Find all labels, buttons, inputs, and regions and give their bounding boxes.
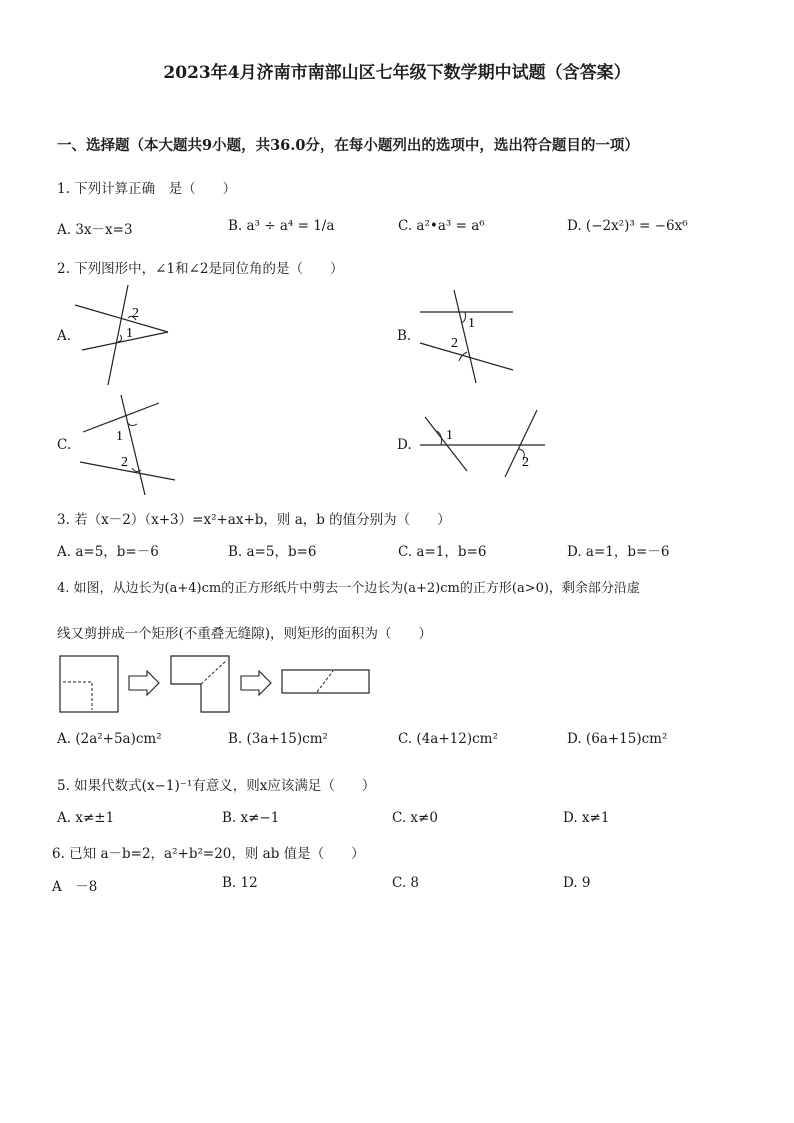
question-3-option-d: D. a=1，b=－6: [567, 544, 670, 560]
section-heading: 一、选择题（本大题共9小题，共36.0分，在每小题列出的选项中，选出符合题目的一项）: [57, 137, 639, 154]
question-5-option-c: C. x≠0: [392, 810, 438, 826]
question-5-option-a: A. x≠±1: [57, 810, 115, 826]
figure-b-label: B.: [397, 328, 412, 344]
figure-b: [415, 285, 520, 385]
question-5-option-b: B. x≠−1: [222, 810, 280, 826]
question-4-figure: [55, 652, 375, 716]
question-2-stem: 2. 下列图形中，∠1和∠2是同位角的是（ ）: [57, 261, 344, 277]
figure-d-label: D.: [397, 437, 412, 453]
question-1-option-b: B. a³ ÷ a⁴ = 1/a: [228, 218, 335, 234]
question-3-option-b: B. a=5，b=6: [228, 544, 317, 560]
figure-a-angle-2: 2: [132, 306, 139, 321]
question-4-option-a: A. (2a²+5a)cm²: [57, 731, 162, 747]
figure-d-angle-2: 2: [522, 455, 529, 470]
figure-a: [70, 280, 180, 390]
question-4-option-b: B. (3a+15)cm²: [228, 731, 328, 747]
question-6-option-d: D. 9: [563, 875, 591, 891]
figure-c: [75, 390, 185, 500]
question-3-stem: 3. 若（x－2）（x+3）=x²+ax+b，则 a，b 的值分别为（ ）: [57, 512, 451, 528]
figure-a-angle-1: 1: [126, 326, 133, 341]
question-6-option-a: A －8: [52, 879, 98, 895]
question-6-option-c: C. 8: [392, 875, 420, 891]
question-6-stem: 6. 已知 a－b=2，a²+b²=20，则 ab 值是（ ）: [52, 846, 365, 862]
question-3-option-c: C. a=1，b=6: [398, 544, 487, 560]
figure-c-angle-2: 2: [121, 455, 128, 470]
figure-d: [415, 405, 550, 485]
question-4-option-d: D. (6a+15)cm²: [567, 731, 668, 747]
question-1-option-a: A. 3x－x=3: [57, 222, 133, 238]
figure-d-angle-1: 1: [446, 428, 453, 443]
question-1-option-c: C. a²•a³ = a⁶: [398, 218, 485, 234]
question-4-stem-line-1: 4. 如图，从边长为(a+4)cm的正方形纸片中剪去一个边长为(a+2)cm的正方形(a>0)，剩余部分沿虚: [57, 581, 640, 596]
figure-b-angle-1: 1: [468, 316, 475, 331]
question-6-option-b: B. 12: [222, 875, 258, 891]
question-3-option-a: A. a=5，b=－6: [57, 544, 159, 560]
question-5-option-d: D. x≠1: [563, 810, 610, 826]
figure-b-angle-2: 2: [451, 336, 458, 351]
question-5-stem: 5. 如果代数式(x−1)⁻¹有意义，则x应该满足（ ）: [57, 778, 376, 794]
question-1-stem: 1. 下列计算正确 是（ ）: [57, 181, 237, 197]
figure-a-label: A.: [57, 328, 72, 344]
question-4-option-c: C. (4a+12)cm²: [398, 731, 498, 747]
question-4-stem-line-2: 线又剪拼成一个矩形(不重叠无缝隙)，则矩形的面积为（ ）: [57, 626, 433, 642]
figure-c-label: C.: [57, 437, 72, 453]
page-title: 2023年4月济南市南部山区七年级下数学期中试题（含答案）: [163, 63, 631, 83]
question-1-option-d: D. (−2x²)³ = −6x⁶: [567, 218, 688, 234]
figure-c-angle-1: 1: [116, 429, 123, 444]
